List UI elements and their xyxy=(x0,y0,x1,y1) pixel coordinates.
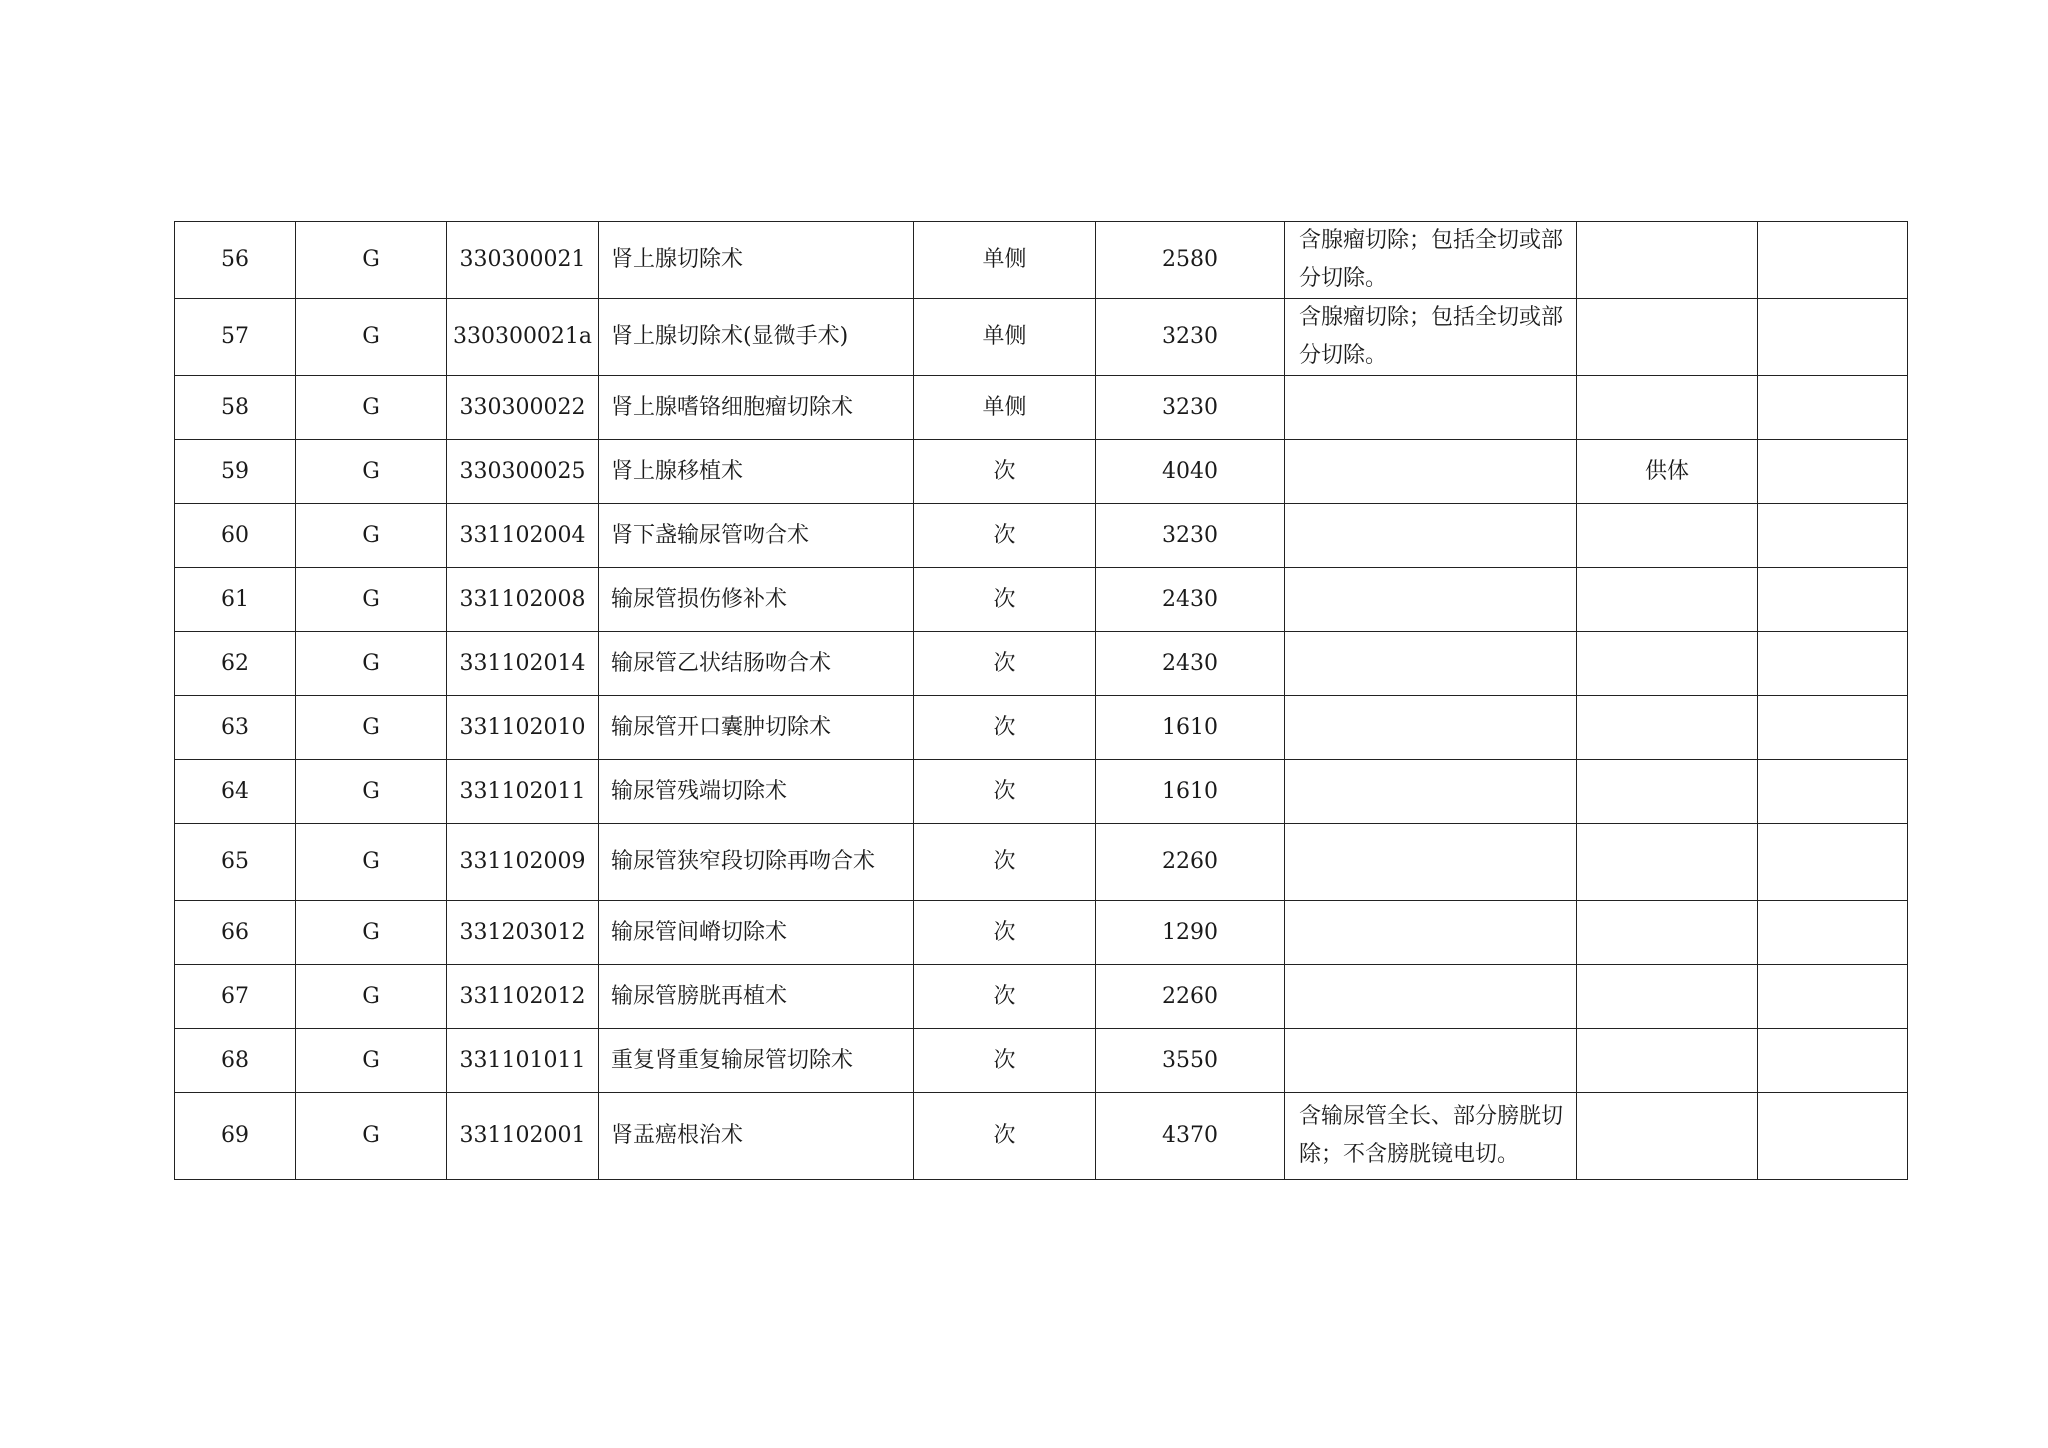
row-number: 69 xyxy=(175,1093,296,1180)
note-cell xyxy=(1285,632,1577,696)
row-number: 63 xyxy=(175,696,296,760)
extra-cell xyxy=(1758,1029,1908,1093)
remark-cell xyxy=(1577,568,1758,632)
item-code: 331102012 xyxy=(447,965,599,1029)
remark-cell xyxy=(1577,1093,1758,1180)
unit-cell: 单侧 xyxy=(914,299,1096,376)
item-code: 331102008 xyxy=(447,568,599,632)
category-cell: G xyxy=(296,901,447,965)
category-cell: G xyxy=(296,965,447,1029)
price-table xyxy=(174,221,1908,1180)
note-cell xyxy=(1285,1029,1577,1093)
extra-cell xyxy=(1758,440,1908,504)
unit-cell: 次 xyxy=(914,760,1096,824)
price-cell: 3550 xyxy=(1096,1029,1285,1093)
item-name: 肾上腺切除术 xyxy=(599,222,914,299)
note-cell xyxy=(1285,965,1577,1029)
row-number: 67 xyxy=(175,965,296,1029)
row-number: 62 xyxy=(175,632,296,696)
price-cell: 1610 xyxy=(1096,760,1285,824)
table-row xyxy=(175,504,1908,568)
price-cell: 2580 xyxy=(1096,222,1285,299)
note-cell xyxy=(1285,824,1577,901)
category-cell: G xyxy=(296,376,447,440)
table-row xyxy=(175,696,1908,760)
item-code: 331102004 xyxy=(447,504,599,568)
note-cell xyxy=(1285,568,1577,632)
unit-cell: 次 xyxy=(914,965,1096,1029)
extra-cell xyxy=(1758,824,1908,901)
remark-cell xyxy=(1577,1029,1758,1093)
price-cell: 3230 xyxy=(1096,504,1285,568)
note-cell: 含腺瘤切除；包括全切或部分切除。 xyxy=(1285,299,1577,376)
row-number: 61 xyxy=(175,568,296,632)
unit-cell: 次 xyxy=(914,1093,1096,1180)
extra-cell xyxy=(1758,504,1908,568)
remark-cell xyxy=(1577,901,1758,965)
extra-cell xyxy=(1758,222,1908,299)
remark-cell xyxy=(1577,504,1758,568)
item-code: 331102010 xyxy=(447,696,599,760)
price-cell: 2260 xyxy=(1096,965,1285,1029)
item-name: 肾上腺嗜铬细胞瘤切除术 xyxy=(599,376,914,440)
category-cell: G xyxy=(296,824,447,901)
row-number: 59 xyxy=(175,440,296,504)
row-number: 60 xyxy=(175,504,296,568)
remark-cell xyxy=(1577,824,1758,901)
category-cell: G xyxy=(296,568,447,632)
table-row xyxy=(175,1029,1908,1093)
table-row xyxy=(175,222,1908,299)
remark-cell xyxy=(1577,222,1758,299)
unit-cell: 次 xyxy=(914,632,1096,696)
category-cell: G xyxy=(296,632,447,696)
item-name: 输尿管开口囊肿切除术 xyxy=(599,696,914,760)
unit-cell: 次 xyxy=(914,504,1096,568)
remark-cell: 供体 xyxy=(1577,440,1758,504)
note-cell xyxy=(1285,504,1577,568)
unit-cell: 次 xyxy=(914,824,1096,901)
unit-cell: 次 xyxy=(914,696,1096,760)
item-name: 输尿管残端切除术 xyxy=(599,760,914,824)
extra-cell xyxy=(1758,568,1908,632)
category-cell: G xyxy=(296,299,447,376)
item-name: 肾盂癌根治术 xyxy=(599,1093,914,1180)
table-row xyxy=(175,568,1908,632)
unit-cell: 次 xyxy=(914,901,1096,965)
item-name: 肾下盏输尿管吻合术 xyxy=(599,504,914,568)
note-cell xyxy=(1285,440,1577,504)
item-code: 331101011 xyxy=(447,1029,599,1093)
item-code: 331203012 xyxy=(447,901,599,965)
table-row xyxy=(175,1093,1908,1180)
item-name: 输尿管膀胱再植术 xyxy=(599,965,914,1029)
price-cell: 3230 xyxy=(1096,376,1285,440)
price-cell: 3230 xyxy=(1096,299,1285,376)
category-cell: G xyxy=(296,1093,447,1180)
table-row xyxy=(175,376,1908,440)
extra-cell xyxy=(1758,965,1908,1029)
remark-cell xyxy=(1577,376,1758,440)
item-name: 输尿管狭窄段切除再吻合术 xyxy=(599,824,914,901)
row-number: 65 xyxy=(175,824,296,901)
item-code: 330300022 xyxy=(447,376,599,440)
table-row xyxy=(175,440,1908,504)
extra-cell xyxy=(1758,1093,1908,1180)
row-number: 56 xyxy=(175,222,296,299)
table-row xyxy=(175,299,1908,376)
price-cell: 1290 xyxy=(1096,901,1285,965)
unit-cell: 次 xyxy=(914,440,1096,504)
item-code: 330300025 xyxy=(447,440,599,504)
row-number: 57 xyxy=(175,299,296,376)
price-cell: 4370 xyxy=(1096,1093,1285,1180)
item-code: 331102001 xyxy=(447,1093,599,1180)
remark-cell xyxy=(1577,696,1758,760)
remark-cell xyxy=(1577,632,1758,696)
remark-cell xyxy=(1577,299,1758,376)
item-code: 331102009 xyxy=(447,824,599,901)
unit-cell: 单侧 xyxy=(914,376,1096,440)
note-cell xyxy=(1285,696,1577,760)
price-cell: 2430 xyxy=(1096,632,1285,696)
remark-cell xyxy=(1577,965,1758,1029)
item-code: 331102014 xyxy=(447,632,599,696)
remark-cell xyxy=(1577,760,1758,824)
item-code: 330300021a xyxy=(447,299,599,376)
price-cell: 2260 xyxy=(1096,824,1285,901)
extra-cell xyxy=(1758,376,1908,440)
extra-cell xyxy=(1758,632,1908,696)
note-cell: 含输尿管全长、部分膀胱切除；不含膀胱镜电切。 xyxy=(1285,1093,1577,1180)
note-cell: 含腺瘤切除；包括全切或部分切除。 xyxy=(1285,222,1577,299)
item-name: 肾上腺移植术 xyxy=(599,440,914,504)
table-row xyxy=(175,965,1908,1029)
category-cell: G xyxy=(296,222,447,299)
row-number: 66 xyxy=(175,901,296,965)
category-cell: G xyxy=(296,696,447,760)
table-row xyxy=(175,632,1908,696)
item-name: 重复肾重复输尿管切除术 xyxy=(599,1029,914,1093)
item-code: 331102011 xyxy=(447,760,599,824)
row-number: 68 xyxy=(175,1029,296,1093)
price-cell: 1610 xyxy=(1096,696,1285,760)
category-cell: G xyxy=(296,504,447,568)
extra-cell xyxy=(1758,696,1908,760)
unit-cell: 单侧 xyxy=(914,222,1096,299)
price-cell: 2430 xyxy=(1096,568,1285,632)
item-name: 输尿管乙状结肠吻合术 xyxy=(599,632,914,696)
extra-cell xyxy=(1758,760,1908,824)
item-name: 输尿管损伤修补术 xyxy=(599,568,914,632)
item-code: 330300021 xyxy=(447,222,599,299)
note-cell xyxy=(1285,760,1577,824)
note-cell xyxy=(1285,376,1577,440)
unit-cell: 次 xyxy=(914,1029,1096,1093)
table-row xyxy=(175,901,1908,965)
category-cell: G xyxy=(296,1029,447,1093)
category-cell: G xyxy=(296,440,447,504)
row-number: 64 xyxy=(175,760,296,824)
table-row xyxy=(175,824,1908,901)
category-cell: G xyxy=(296,760,447,824)
price-cell: 4040 xyxy=(1096,440,1285,504)
item-name: 肾上腺切除术(显微手术) xyxy=(599,299,914,376)
row-number: 58 xyxy=(175,376,296,440)
item-name: 输尿管间嵴切除术 xyxy=(599,901,914,965)
extra-cell xyxy=(1758,299,1908,376)
note-cell xyxy=(1285,901,1577,965)
extra-cell xyxy=(1758,901,1908,965)
table-body xyxy=(175,222,1908,1180)
unit-cell: 次 xyxy=(914,568,1096,632)
table-row xyxy=(175,760,1908,824)
